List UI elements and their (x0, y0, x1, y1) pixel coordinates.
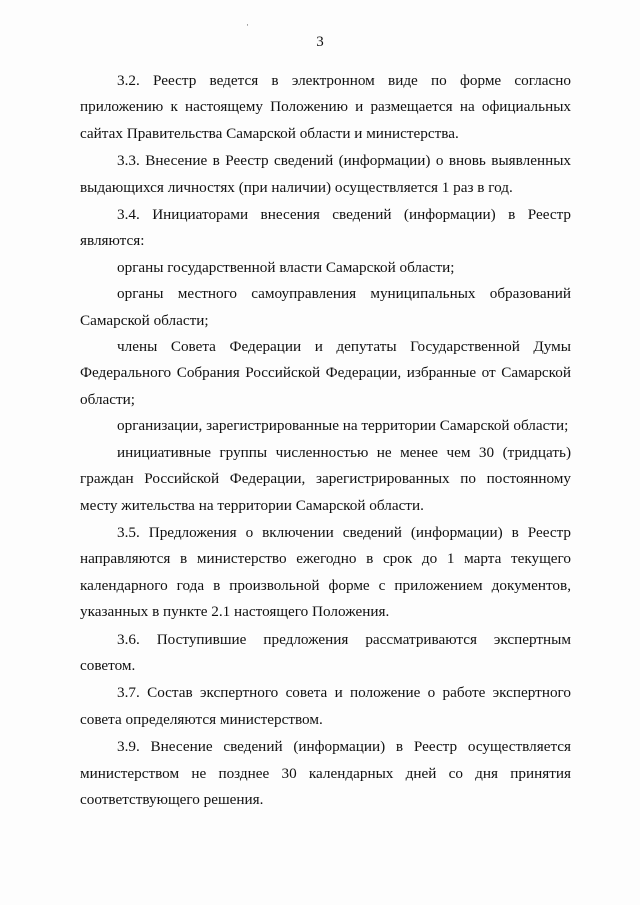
list-item-organizations: организации, зарегистрированные на территории Самарской области; (117, 417, 569, 435)
scan-speck: · (246, 20, 249, 30)
paragraph-3-9: 3.9. Внесение сведений (информации) в Реестр осуществляется министерством не позднее 30 календарных дней со дня принятия соответствующего решения. (80, 738, 571, 808)
list-item-federation-council: члены Совета Федерации и депутаты Государственной Думы Федерального Собрания Российской Федерации, избранные от Самарской области; (80, 338, 571, 408)
list-item-state-authorities: органы государственной власти Самарской области; (117, 258, 455, 276)
paragraph-3-4: 3.4. Инициаторами внесения сведений (информации) в Реестр являются: (80, 206, 571, 250)
paragraph-3-5: 3.5. Предложения о включении сведений (информации) в Реестр направляются в министерство ежегодно в срок до 1 марта текущего календарного года в произвольной форме с приложением документов, указанных в пункте 2.1 настоящего Положения. (80, 523, 571, 621)
page-number: 3 (316, 34, 324, 50)
list-item-local-government: органы местного самоуправления муниципальных образований Самарской области; (80, 285, 571, 329)
document-body (80, 68, 571, 813)
list-item-initiative-groups: инициативные группы численностью не менее чем 30 (тридцать) граждан Российской Федерации, зарегистрированных по постоянному месту жительства на территории Самарской области. (80, 443, 571, 514)
paragraph-3-2: 3.2. Реестр ведется в электронном виде по форме согласно приложению к настоящему Положению и размещается на официальных сайтах Правительства Самарской области и министерства. (80, 72, 571, 142)
paragraph-3-7: 3.7. Состав экспертного совета и положение о работе экспертного совета определяются министерством. (80, 684, 571, 728)
paragraph-3-6: 3.6. Поступившие предложения рассматриваются экспертным советом. (80, 630, 571, 674)
paragraph-3-3: 3.3. Внесение в Реестр сведений (информации) о вновь выявленных выдающихся личностях (при наличии) осуществляется 1 раз в год. (80, 152, 571, 196)
